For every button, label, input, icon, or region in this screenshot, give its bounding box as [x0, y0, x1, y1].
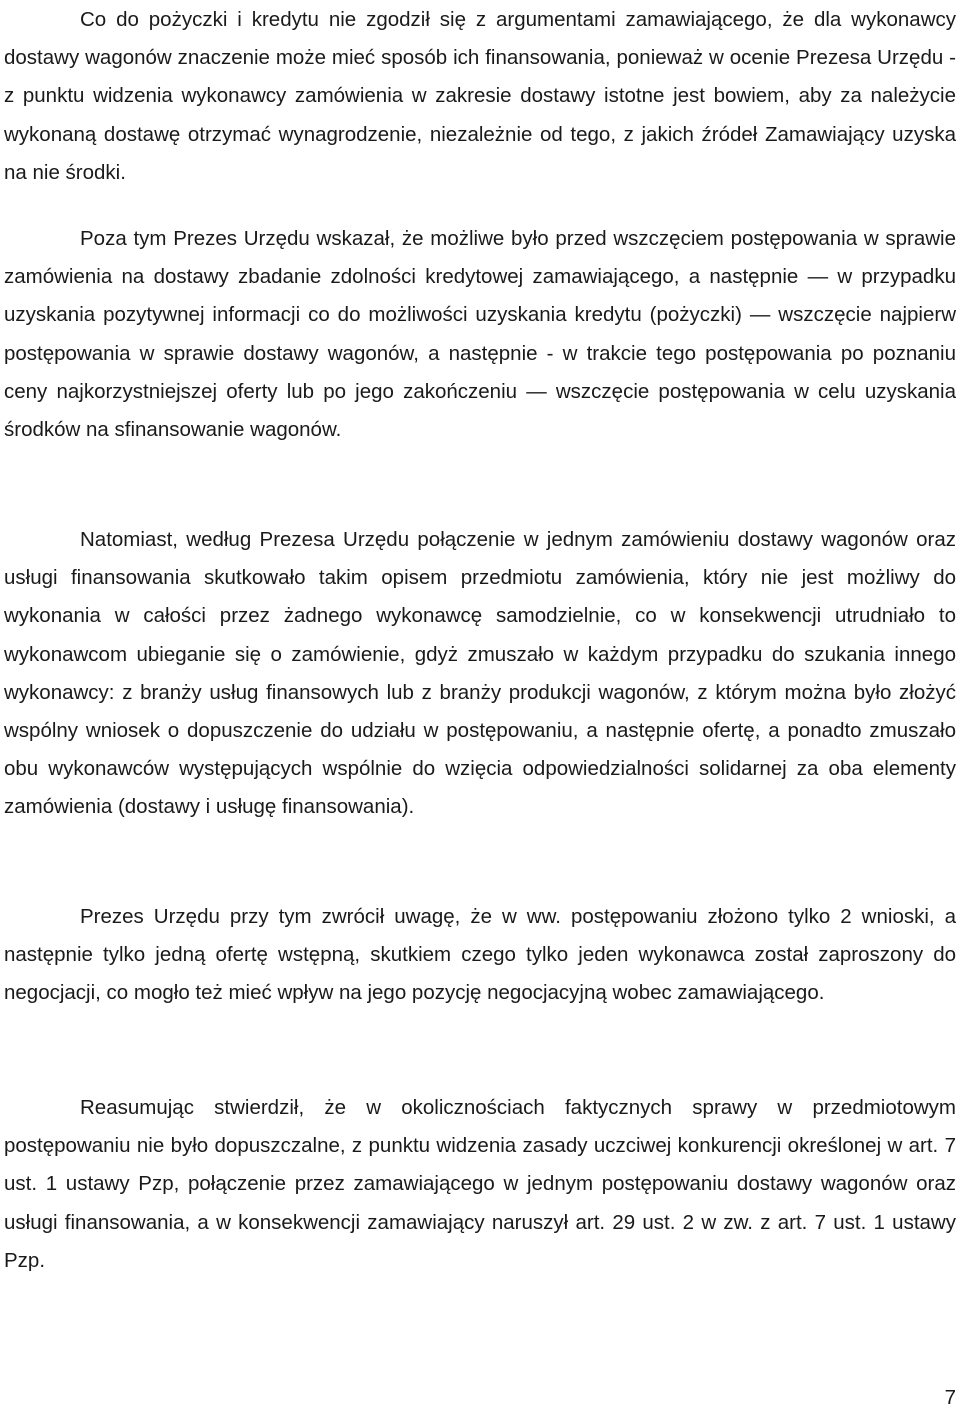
paragraph-loan-argument: Co do pożyczki i kredytu nie zgodził się z argumentami zamawiającego, że dla wykonawcy dostawy wagonów znaczenie może mieć sposób ich finansowania, ponieważ w ocenie Prezesa Urzędu - z punktu widzenia wykonawcy zamówienia w zakresie dostawy istotne jest bowiem, aby za należycie wykonaną dostawę otrzymać wynagrodzenie, niezależnie od tego, z jakich źródeł Zamawiający uzyska na nie środki.	[4, 8, 956, 184]
paragraph-conclusion: Reasumując stwierdził, że w okolicznościach faktycznych sprawy w przedmiotowym postępowaniu nie było dopuszczalne, z punktu widzenia zasady uczciwej konkurencji określonej w art. 7 ust. 1 ustawy Pzp, połączenie przez zamawiającego w jednym postępowaniu dostawy wagonów oraz usługi finansowania, a w konsekwencji zamawiający naruszył art. 29 ust. 2 w zw. z art. 7 ust. 1 ustawy Pzp.	[4, 1096, 956, 1272]
paragraph-combined-order: Natomiast, według Prezesa Urzędu połączenie w jednym zamówieniu dostawy wagonów oraz usługi finansowania skutkowało takim opisem przedmiotu zamówienia, który nie jest możliwy do wykonania w całości przez żadnego wykonawcę samodzielnie, co w konsekwencji utrudniało to wykonawcom ubieganie się o zamówienie, gdyż zmuszało w każdym przypadku do szukania innego wykonawcy: z branży usług finansowych lub z branży produkcji wagonów, z którym można było złożyć wspólny wniosek o dopuszczenie do udziału w postępowaniu, a następnie ofertę, a ponadto zmuszało obu wykonawców występujących wspólnie do wzięcia odpowiedzialności solidarnej za oba elementy zamówienia (dostawy i usługę finansowania).	[4, 528, 956, 819]
paragraph-credit-assessment: Poza tym Prezes Urzędu wskazał, że możliwe było przed wszczęciem postępowania w sprawie zamówienia na dostawy zbadanie zdolności kredytowej zamawiającego, a następnie — w przypadku uzyskania pozytywnej informacji co do możliwości uzyskania kredytu (pożyczki) — wszczęcie najpierw postępowania w sprawie dostawy wagonów, a następnie - w trakcie tego postępowania po poznaniu ceny najkorzystniejszej oferty lub po jego zakończeniu — wszczęcie postępowania w celu uzyskania środków na sfinansowanie wagonów.	[4, 227, 956, 442]
paragraph-applications: Prezes Urzędu przy tym zwrócił uwagę, że w ww. postępowaniu złożono tylko 2 wnioski, a następnie tylko jedną ofertę wstępną, skutkiem czego tylko jeden wykonawca został zaproszony do negocjacji, co mogło też mieć wpływ na jego pozycję negocjacyjną wobec zamawiającego.	[4, 905, 956, 1005]
page-number: 7	[944, 1386, 956, 1409]
